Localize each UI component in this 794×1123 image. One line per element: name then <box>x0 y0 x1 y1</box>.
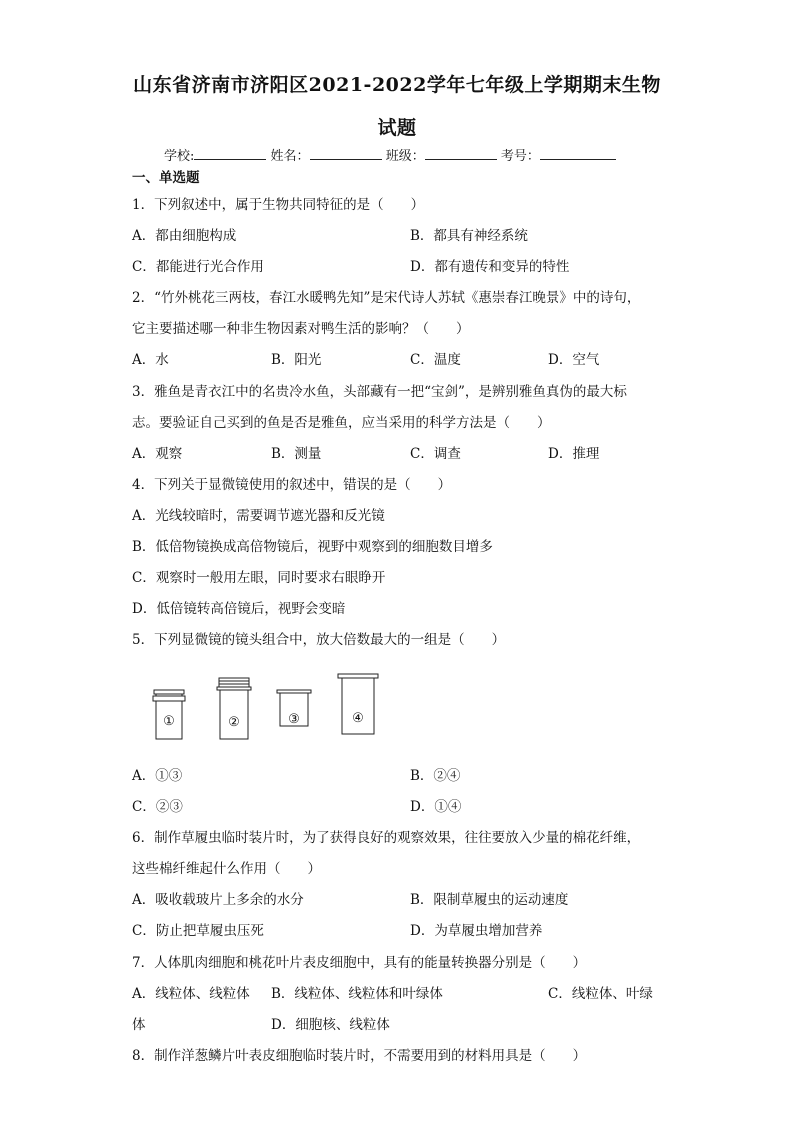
lens-figure <box>140 668 400 748</box>
question-7-option-c-continued: 体 <box>132 1017 146 1033</box>
question-3-option-b: B．测量 <box>271 446 322 462</box>
question-2-option-c: C．温度 <box>410 352 461 368</box>
question-7-option-b: B．线粒体、线粒体和叶绿体 <box>271 986 443 1002</box>
question-1-option-b: B．都具有神经系统 <box>410 228 528 244</box>
school-blank <box>194 147 266 160</box>
question-5-option-b: B．②④ <box>410 768 461 784</box>
question-1-option-c: C．都能进行光合作用 <box>132 259 264 275</box>
section-title: 一、单选题 <box>132 170 200 186</box>
question-5-option-d: D．①④ <box>410 799 462 815</box>
exam-number-blank <box>540 147 616 160</box>
lens-3-label: ③ <box>288 712 300 727</box>
question-7-option-d: D．细胞核、线粒体 <box>271 1017 390 1033</box>
question-6-option-c: C．防止把草履虫压死 <box>132 923 264 939</box>
question-6-option-d: D．为草履虫增加营养 <box>410 923 543 939</box>
question-7-option-a: A．线粒体、线粒体 <box>132 986 250 1002</box>
question-3-stem-continued: 志。要验证自己买到的鱼是否是雅鱼，应当采用的科学方法是（ ） <box>132 415 551 431</box>
question-2-option-d: D．空气 <box>548 352 600 368</box>
question-3-option-d: D．推理 <box>548 446 600 462</box>
question-7-option-c: C．线粒体、叶绿 <box>548 986 653 1002</box>
question-3-option-c: C．调查 <box>410 446 461 462</box>
question-6-option-b: B．限制草履虫的运动速度 <box>410 892 569 908</box>
question-2-option-b: B．阳光 <box>271 352 322 368</box>
question-4-stem: 4．下列关于显微镜使用的叙述中，错误的是（ ） <box>132 477 452 493</box>
name-label: 姓名： <box>270 149 310 164</box>
question-4-option-a: A．光线较暗时，需要调节遮光器和反光镜 <box>132 508 385 524</box>
document-title-continued: 试题 <box>377 117 417 139</box>
question-3-option-a: A．观察 <box>132 446 183 462</box>
question-2-stem: 2．“竹外桃花三两枝，春江水暖鸭先知”是宋代诗人苏轼《惠崇春江晚景》中的诗句， <box>132 290 641 306</box>
lens-4-label: ④ <box>352 711 364 726</box>
question-6-stem-continued: 这些棉纤维起什么作用（ ） <box>132 861 321 877</box>
class-blank <box>425 147 497 160</box>
question-1-option-d: D．都有遗传和变异的特性 <box>410 259 570 275</box>
lens-1-label: ① <box>163 714 175 729</box>
exam-number-label: 考号： <box>500 149 540 164</box>
document-title: 山东省济南市济阳区2021-2022学年七年级上学期期末生物 <box>133 74 661 96</box>
school-label: 学校: <box>164 149 195 164</box>
student-info-line <box>164 145 616 164</box>
lens-2-label: ② <box>228 715 240 730</box>
question-5-stem: 5．下列显微镜的镜头组合中，放大倍数最大的一组是（ ） <box>132 632 506 648</box>
question-6-stem: 6．制作草履虫临时装片时，为了获得良好的观察效果，往往要放入少量的棉花纤维， <box>132 830 641 846</box>
question-2-option-a: A．水 <box>132 352 169 368</box>
question-3-stem: 3．雅鱼是青衣江中的名贵冷水鱼，头部藏有一把“宝剑”，是辨别雅鱼真伪的最大标 <box>132 384 627 400</box>
question-4-option-c: C．观察时一般用左眼，同时要求右眼睁开 <box>132 570 386 586</box>
question-5-option-c: C．②③ <box>132 799 183 815</box>
question-2-stem-continued: 它主要描述哪一种非生物因素对鸭生活的影响？（ ） <box>132 321 470 337</box>
question-6-option-a: A．吸收载玻片上多余的水分 <box>132 892 304 908</box>
question-4-option-b: B．低倍物镜换成高倍物镜后，视野中观察到的细胞数目增多 <box>132 539 493 555</box>
question-4-option-d: D．低倍镜转高倍镜后，视野会变暗 <box>132 601 346 617</box>
question-5-option-a: A．①③ <box>132 768 183 784</box>
class-label: 班级： <box>385 149 425 164</box>
question-8-stem: 8．制作洋葱鳞片叶表皮细胞临时装片时，不需要用到的材料用具是（ ） <box>132 1048 587 1064</box>
question-1-option-a: A．都由细胞构成 <box>132 228 237 244</box>
name-blank <box>310 147 382 160</box>
question-7-stem: 7．人体肌肉细胞和桃花叶片表皮细胞中，具有的能量转换器分别是（ ） <box>132 955 587 971</box>
question-1-stem: 1．下列叙述中，属于生物共同特征的是（ ） <box>132 197 425 213</box>
